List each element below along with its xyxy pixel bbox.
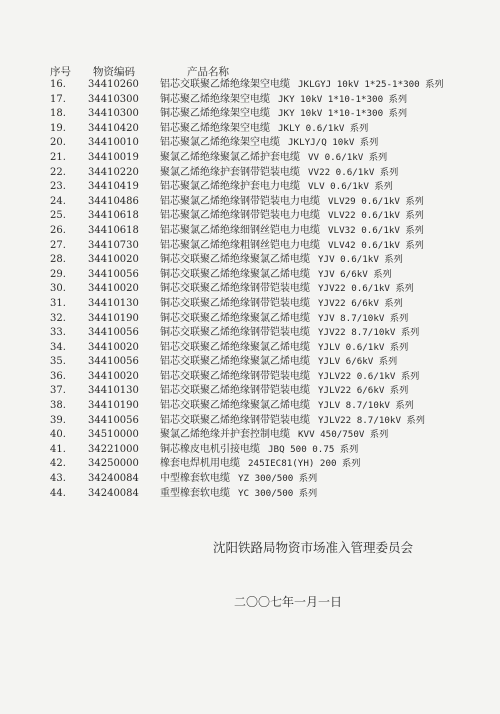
- table-header: [0, 64, 500, 78]
- table-row: [0, 268, 500, 283]
- material-code: 34410020: [88, 341, 139, 353]
- row-number: 19.: [50, 122, 66, 134]
- product-model: YJV22 8.7/10kV 系列: [318, 327, 420, 339]
- row-number: 37.: [50, 385, 66, 397]
- header-product-name: 产品名称: [187, 66, 229, 78]
- table-row: [0, 399, 500, 414]
- material-code: 34410486: [88, 195, 139, 207]
- material-code: 34410419: [88, 181, 139, 193]
- product-name: 铜芯交联聚乙烯绝缘聚氯乙烯电缆: [160, 312, 310, 324]
- product-name: 铝芯聚氯乙烯绝缘粗钢丝铠电力电缆: [160, 239, 320, 251]
- material-code: 34510000: [88, 429, 139, 441]
- product-name: 聚氯乙烯绝缘并护套控制电缆: [160, 429, 290, 441]
- product-model: YC 300/500 系列: [238, 487, 318, 499]
- table-row: [0, 384, 500, 399]
- material-code: 34410020: [88, 283, 139, 295]
- material-code: 34410056: [88, 327, 139, 339]
- product-name: 铝芯聚氯乙烯绝缘架空电缆: [160, 137, 280, 149]
- product-name: 中型橡套软电缆: [160, 473, 230, 485]
- row-number: 20.: [50, 137, 66, 149]
- product-name: 铜芯交联聚乙烯绝缘钢带铠装电缆: [160, 283, 310, 295]
- row-number: 35.: [50, 356, 66, 368]
- material-code: 34410130: [88, 297, 139, 309]
- table-row: [0, 487, 500, 502]
- row-number: 23.: [50, 181, 66, 193]
- table-row: [0, 472, 500, 487]
- product-name: 铜芯橡皮电机引接电缆: [160, 443, 260, 455]
- table-row: [0, 341, 500, 356]
- material-code: 34410019: [88, 151, 139, 163]
- row-number: 21.: [50, 151, 66, 163]
- product-name: 铝芯聚氯乙烯绝缘细钢丝铠电力电缆: [160, 224, 320, 236]
- product-model: YJV 0.6/1kV 系列: [318, 254, 403, 266]
- material-code: 34410020: [88, 370, 139, 382]
- product-model: YJLV22 6/6kV 系列: [318, 385, 409, 397]
- product-model: YJV22 0.6/1kV 系列: [318, 283, 414, 295]
- row-number: 39.: [50, 414, 66, 426]
- table-row: [0, 370, 500, 385]
- row-number: 42.: [50, 458, 66, 470]
- row-number: 24.: [50, 195, 66, 207]
- header-sequence: 序号: [50, 66, 71, 78]
- product-model: JKLGYJ 10kV 1*25-1*300 系列: [298, 79, 444, 90]
- row-number: 30.: [50, 283, 66, 295]
- material-code: 34221000: [88, 443, 139, 455]
- product-name: 铜芯交联聚乙烯绝缘聚氯乙烯电缆: [160, 254, 310, 266]
- product-model: YZ 300/500 系列: [238, 473, 318, 485]
- product-name: 铝芯交联聚乙烯绝缘聚氯乙烯电缆: [160, 356, 310, 368]
- table-row: [0, 282, 500, 297]
- product-name: 铝芯聚乙烯绝缘架空电缆: [160, 122, 270, 134]
- material-code: 34250000: [88, 458, 139, 470]
- product-name: 铜芯交联聚乙烯绝缘聚氯乙烯电缆: [160, 268, 310, 280]
- material-code: 34410190: [88, 312, 139, 324]
- product-model: YJLV22 0.6/1kV 系列: [318, 370, 420, 382]
- product-model: YJV 8.7/10kV 系列: [318, 312, 409, 324]
- row-number: 18.: [50, 108, 66, 120]
- row-number: 26.: [50, 224, 66, 236]
- material-code: 34410056: [88, 356, 139, 368]
- row-number: 38.: [50, 400, 66, 412]
- row-number: 36.: [50, 370, 66, 382]
- product-model: YJLV 6/6kV 系列: [318, 356, 398, 368]
- table-row: [0, 180, 500, 195]
- table-row: [0, 209, 500, 224]
- material-code: 34410300: [88, 108, 139, 120]
- table-row: [0, 93, 500, 108]
- table-row: [0, 195, 500, 210]
- material-code: 34410056: [88, 414, 139, 426]
- material-code: 34410618: [88, 224, 139, 236]
- table-row: [0, 312, 500, 327]
- row-number: 34.: [50, 341, 66, 353]
- material-code: 34410190: [88, 400, 139, 412]
- product-model: KVV 450/750V 系列: [298, 429, 389, 441]
- product-model: VLV29 0.6/1kV 系列: [328, 195, 424, 207]
- row-number: 25.: [50, 210, 66, 222]
- table-row: [0, 443, 500, 458]
- row-number: 32.: [50, 312, 66, 324]
- material-code: 34410300: [88, 93, 139, 105]
- material-code: 34410730: [88, 239, 139, 251]
- table-row: [0, 297, 500, 312]
- material-code: 34410010: [88, 137, 139, 149]
- material-code: 34410618: [88, 210, 139, 222]
- product-model: VLV42 0.6/1kV 系列: [328, 239, 424, 251]
- product-model: VLV22 0.6/1kV 系列: [328, 210, 424, 222]
- header-material-code: 物资编码: [93, 66, 135, 78]
- product-model: VLV32 0.6/1kV 系列: [328, 224, 424, 236]
- row-number: 29.: [50, 268, 66, 280]
- product-model: 245IEC81(YH) 200 系列: [248, 458, 361, 470]
- table-row: [0, 122, 500, 137]
- row-number: 43.: [50, 473, 66, 485]
- row-number: 27.: [50, 239, 66, 251]
- product-model: YJV22 6/6kV 系列: [318, 297, 403, 309]
- table-row: [0, 326, 500, 341]
- row-number: 33.: [50, 327, 66, 339]
- product-model: VV22 0.6/1kV 系列: [308, 166, 399, 178]
- product-table: [0, 78, 500, 501]
- table-row: [0, 355, 500, 370]
- row-number: 40.: [50, 429, 66, 441]
- product-name: 铝芯聚氯乙烯绝缘钢带铠装电力电缆: [160, 195, 320, 207]
- table-row: [0, 166, 500, 181]
- product-model: YJLV 8.7/10kV 系列: [318, 400, 414, 412]
- organization-name: 沈阳铁路局物资市场准入管理委员会: [213, 540, 414, 555]
- product-model: YJLV22 8.7/10kV 系列: [318, 414, 425, 426]
- table-row: [0, 253, 500, 268]
- row-number: 31.: [50, 297, 66, 309]
- material-code: 34410020: [88, 254, 139, 266]
- product-name: 铝芯聚氯乙烯绝缘钢带铠装电力电缆: [160, 210, 320, 222]
- table-row: [0, 414, 500, 429]
- product-name: 铝芯交联聚乙烯绝缘聚氯乙烯电缆: [160, 400, 310, 412]
- product-name: 聚氯乙烯绝缘护套钢带铠装电缆: [160, 166, 300, 178]
- product-model: JKLYJ/Q 10kV 系列: [288, 137, 379, 149]
- product-name: 铜芯聚乙烯绝缘架空电缆: [160, 93, 270, 105]
- product-model: VV 0.6/1kV 系列: [308, 151, 388, 163]
- product-name: 铜芯交联聚乙烯绝缘钢带铠装电缆: [160, 297, 310, 309]
- material-code: 34410260: [88, 79, 139, 90]
- product-name: 铝芯交联聚乙烯绝缘钢带铠装电缆: [160, 414, 310, 426]
- material-code: 34240084: [88, 487, 139, 499]
- product-name: 铜芯交联聚乙烯绝缘钢带铠装电缆: [160, 327, 310, 339]
- product-name: 铝芯交联聚乙烯绝缘钢带铠装电缆: [160, 385, 310, 397]
- table-row: [0, 107, 500, 122]
- row-number: 22.: [50, 166, 66, 178]
- row-number: 41.: [50, 443, 66, 455]
- table-row: [0, 151, 500, 166]
- product-model: YJV 6/6kV 系列: [318, 268, 392, 280]
- product-name: 铝芯交联聚乙烯绝缘钢带铠装电缆: [160, 370, 310, 382]
- table-row: [0, 457, 500, 472]
- product-model: YJLV 0.6/1kV 系列: [318, 341, 409, 353]
- product-model: JKY 10kV 1*10-1*300 系列: [278, 93, 408, 105]
- table-row: [0, 239, 500, 254]
- issue-date: 二〇〇七年一月一日: [234, 595, 343, 609]
- product-model: JBQ 500 0.75 系列: [268, 443, 359, 455]
- product-name: 铜芯聚乙烯绝缘架空电缆: [160, 108, 270, 120]
- material-code: 34410130: [88, 385, 139, 397]
- product-model: VLV 0.6/1kV 系列: [308, 181, 393, 193]
- product-name: 铝芯交联聚乙烯绝缘架空电缆: [160, 79, 290, 90]
- product-name: 聚氯乙烯绝缘聚氯乙烯护套电缆: [160, 151, 300, 163]
- row-number: 17.: [50, 93, 66, 105]
- product-name: 铝芯聚氯乙烯绝缘护套电力电缆: [160, 181, 300, 193]
- table-row: [0, 136, 500, 151]
- material-code: 34410056: [88, 268, 139, 280]
- table-row: [0, 78, 500, 93]
- product-name: 橡套电焊机用电缆: [160, 458, 240, 470]
- row-number: 44.: [50, 487, 66, 499]
- product-model: JKLY 0.6/1kV 系列: [278, 122, 369, 134]
- table-row: [0, 428, 500, 443]
- product-name: 重型橡套软电缆: [160, 487, 230, 499]
- table-row: [0, 224, 500, 239]
- product-model: JKY 10kV 1*10-1*300 系列: [278, 108, 408, 120]
- material-code: 34410220: [88, 166, 139, 178]
- product-name: 铝芯交联聚乙烯绝缘聚氯乙烯电缆: [160, 341, 310, 353]
- row-number: 28.: [50, 254, 66, 266]
- material-code: 34410420: [88, 122, 139, 134]
- row-number: 16.: [50, 79, 66, 90]
- material-code: 34240084: [88, 473, 139, 485]
